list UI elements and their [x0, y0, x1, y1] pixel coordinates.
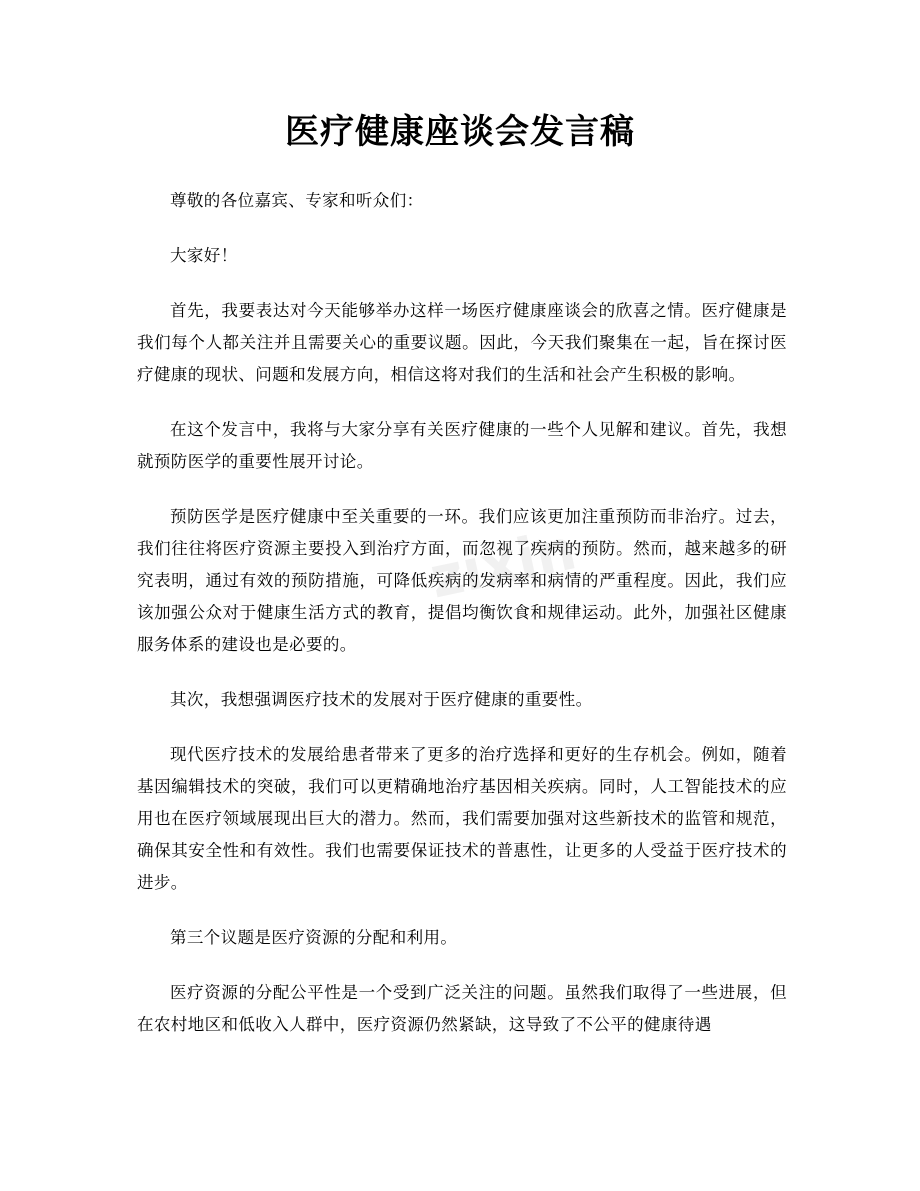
- paragraph-greeting: 尊敬的各位嘉宾、专家和听众们：: [170, 191, 424, 210]
- paragraph-hello: 大家好！: [170, 246, 238, 265]
- document-body: [137, 185, 787, 1064]
- paragraph-resources-heading: 第三个议题是医疗资源的分配和利用。: [170, 928, 458, 947]
- paragraph-technology: 现代医疗技术的发展给患者带来了更多的治疗选择和更好的生存机会。例如，随着基因编辑技术的突破，我们可以更精确地治疗基因相关疾病。同时，人工智能技术的应用也在医疗领域展现出巨大的潜力。然而，我们需要加强对这些新技术的监管和规范，确保其安全性和有效性。我们也需要保证技术的普惠性，让更多的人受益于医疗技术的进步。: [137, 745, 787, 892]
- paragraph-preview: 在这个发言中，我将与大家分享有关医疗健康的一些个人见解和建议。首先，我想就预防医学的重要性展开讨论。: [137, 420, 787, 471]
- paragraph-resources: 医疗资源的分配公平性是一个受到广泛关注的问题。虽然我们取得了一些进展，但在农村地区和低收入人群中，医疗资源仍然紧缺，这导致了不公平的健康待遇: [137, 983, 787, 1034]
- paragraph-intro: 首先，我要表达对今天能够举办这样一场医疗健康座谈会的欣喜之情。医疗健康是我们每个人都关注并且需要关心的重要议题。因此，今天我们聚集在一起，旨在探讨医疗健康的现状、问题和发展方向，相信这将对我们的生活和社会产生积极的影响。: [137, 301, 787, 384]
- document-title: 医疗健康座谈会发言稿: [285, 112, 635, 152]
- paragraph-prevention: 预防医学是医疗健康中至关重要的一环。我们应该更加注重预防而非治疗。过去，我们往往将医疗资源主要投入到治疗方面，而忽视了疾病的预防。然而，越来越多的研究表明，通过有效的预防措施，可降低疾病的发病率和病情的严重程度。因此，我们应该加强公众对于健康生活方式的教育，提倡均衡饮食和规律运动。此外，加强社区健康服务体系的建设也是必要的。: [137, 507, 787, 654]
- paragraph-technology-heading: 其次，我想强调医疗技术的发展对于医疗健康的重要性。: [170, 690, 593, 709]
- watermark: zixin: [424, 517, 582, 612]
